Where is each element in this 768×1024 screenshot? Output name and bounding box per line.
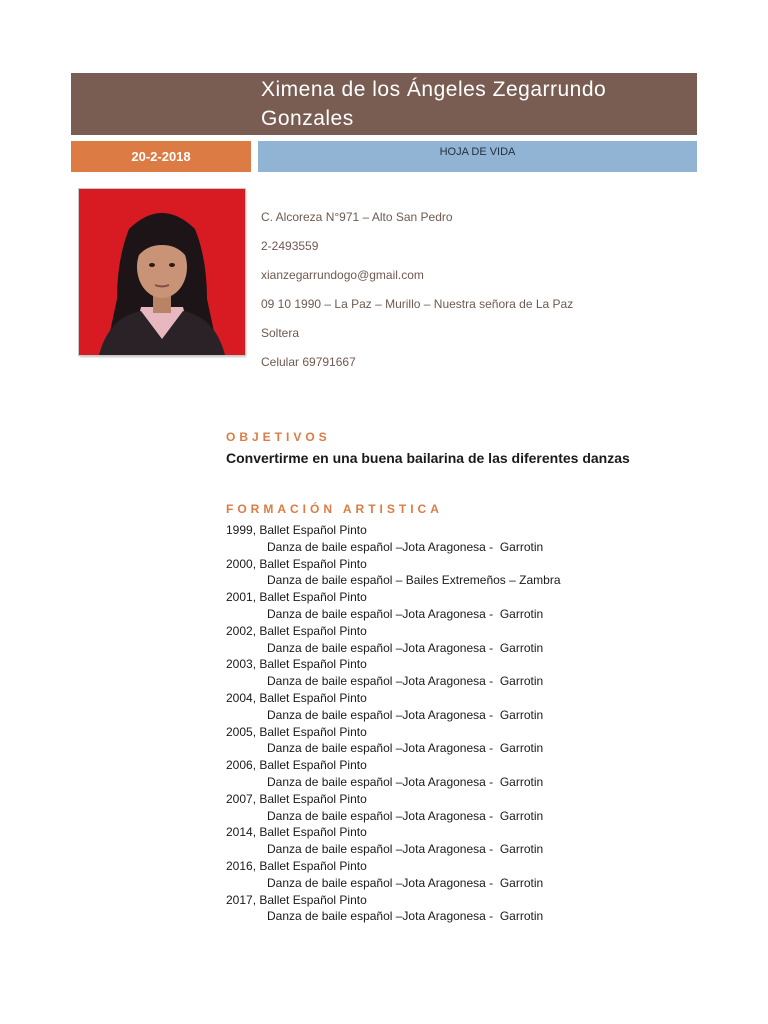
contact-info	[261, 203, 681, 377]
list-item	[226, 757, 706, 791]
marital-status: Soltera	[261, 326, 300, 340]
formacion-list	[226, 522, 706, 925]
objetivos-heading: OBJETIVOS	[226, 430, 331, 444]
entry-detail: Danza de baile español –Jota Aragonesa - Garrotin	[267, 707, 544, 722]
entry-year: 2005, Ballet Español Pinto	[226, 724, 367, 739]
entry-year: 2002, Ballet Español Pinto	[226, 623, 367, 638]
entry-detail: Danza de baile español –Jota Aragonesa - Garrotin	[267, 606, 544, 621]
name-line-1: Ximena de los Ángeles Zegarrundo	[261, 78, 607, 101]
entry-detail: Danza de baile español –Jota Aragonesa - Garrotin	[267, 842, 544, 857]
entry-detail: Danza de baile español –Jota Aragonesa - Garrotin	[267, 539, 544, 554]
entry-detail: Danza de baile español –Jota Aragonesa - Garrotin	[267, 674, 544, 689]
name-banner	[71, 73, 697, 135]
entry-detail: Danza de baile español –Jota Aragonesa - Garrotin	[267, 875, 544, 890]
entry-detail: Danza de baile español –Jota Aragonesa - Garrotin	[267, 808, 544, 823]
entry-detail: Danza de baile español –Jota Aragonesa - Garrotin	[267, 741, 544, 756]
address: C. Alcoreza N°971 – Alto San Pedro	[261, 210, 453, 224]
full-name	[261, 75, 681, 133]
entry-year: 2004, Ballet Español Pinto	[226, 690, 367, 705]
entry-year: 2006, Ballet Español Pinto	[226, 758, 367, 773]
list-item	[226, 589, 706, 623]
list-item	[226, 623, 706, 657]
entry-year: 2017, Ballet Español Pinto	[226, 892, 367, 907]
phone: 2-2493559	[261, 239, 319, 253]
entry-year: 2016, Ballet Español Pinto	[226, 858, 367, 873]
entry-detail: Danza de baile español –Jota Aragonesa - Garrotin	[267, 909, 544, 924]
date-banner: 20-2-2018	[71, 141, 251, 172]
list-item	[226, 556, 706, 590]
entry-detail: Danza de baile español –Jota Aragonesa - Garrotin	[267, 774, 544, 789]
list-item	[226, 690, 706, 724]
list-item	[226, 824, 706, 858]
list-item	[226, 858, 706, 892]
objetivos-text: Convertirme en una buena bailarina de las diferentes danzas	[226, 450, 630, 466]
list-item	[226, 656, 706, 690]
formacion-heading: FORMACIÓN ARTISTICA	[226, 502, 443, 516]
portrait-image	[79, 189, 245, 355]
entry-detail: Danza de baile español – Bailes Extremeños – Zambra	[267, 573, 561, 588]
list-item	[226, 522, 706, 556]
entry-year: 2007, Ballet Español Pinto	[226, 791, 367, 806]
birth-info: 09 10 1990 – La Paz – Murillo – Nuestra señora de La Paz	[261, 297, 574, 311]
list-item	[226, 791, 706, 825]
mobile: Celular 69791667	[261, 355, 356, 369]
entry-year: 2000, Ballet Español Pinto	[226, 556, 367, 571]
list-item	[226, 724, 706, 758]
entry-year: 2001, Ballet Español Pinto	[226, 590, 367, 605]
entry-year: 2003, Ballet Español Pinto	[226, 657, 367, 672]
email: xianzegarrundogo@gmail.com	[261, 268, 424, 282]
document-title-banner: HOJA DE VIDA	[258, 141, 697, 172]
entry-year: 2014, Ballet Español Pinto	[226, 825, 367, 840]
entry-detail: Danza de baile español –Jota Aragonesa - Garrotin	[267, 640, 544, 655]
list-item	[226, 892, 706, 926]
profile-photo	[79, 189, 245, 355]
entry-year: 1999, Ballet Español Pinto	[226, 523, 367, 537]
name-line-2: Gonzales	[261, 107, 354, 130]
